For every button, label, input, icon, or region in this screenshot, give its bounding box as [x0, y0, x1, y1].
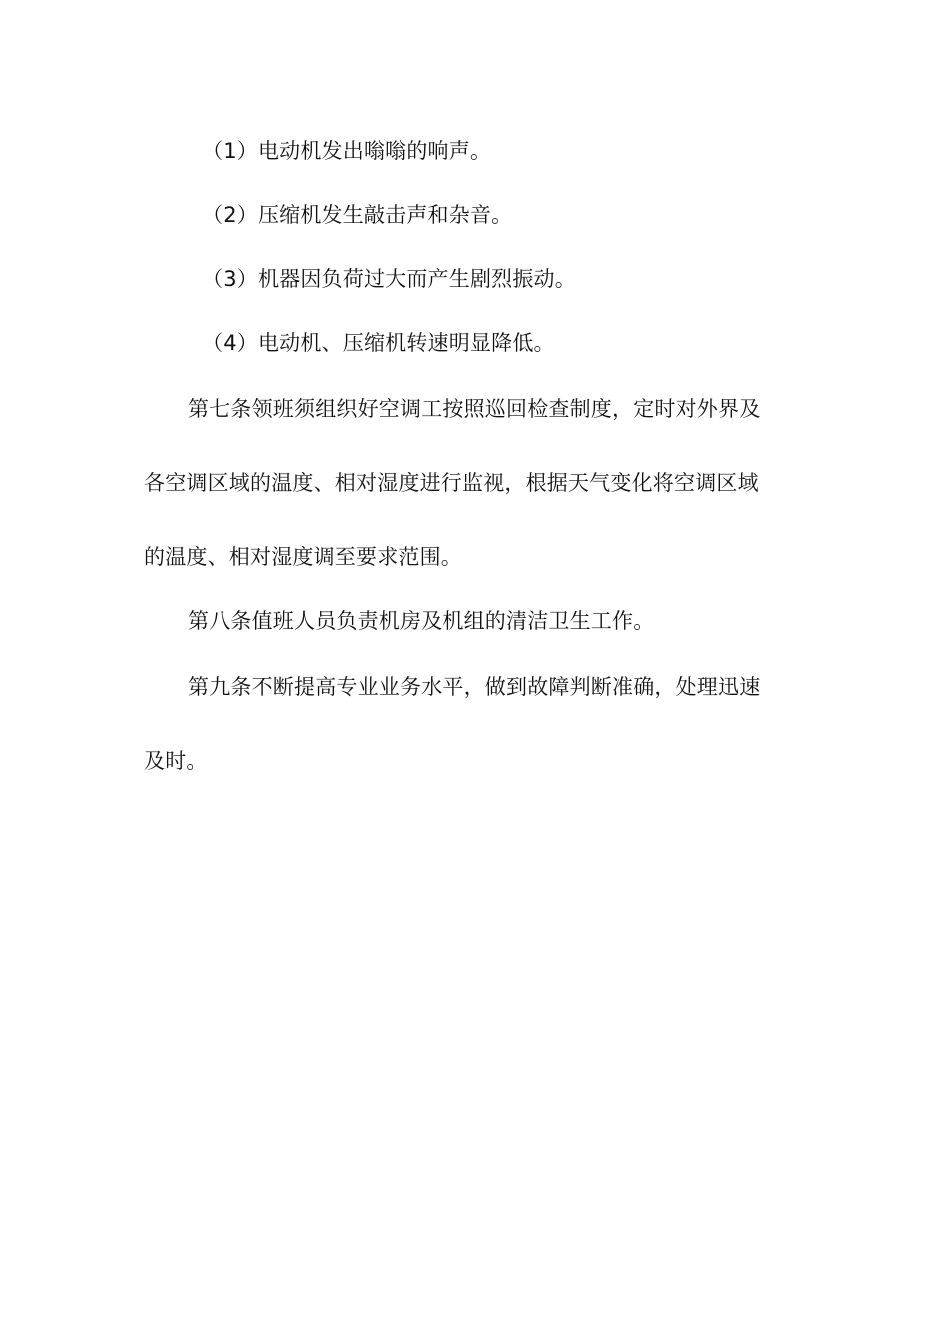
list-item-4: （4）电动机、压缩机转速明显降低。 [202, 331, 555, 355]
list-item-3: （3）机器因负荷过大而产生剧烈振动。 [202, 267, 576, 291]
article-7-line-3: 的温度、相对湿度调至要求范围。 [144, 545, 462, 569]
article-9-line-2: 及时。 [144, 749, 208, 773]
list-item-1: （1）电动机发出嗡嗡的响声。 [202, 139, 492, 163]
article-7-line-1: 第七条领班须组织好空调工按照巡回检查制度，定时对外界及 [188, 397, 761, 421]
article-9-line-1: 第九条不断提高专业业务水平，做到故障判断准确，处理迅速 [188, 675, 761, 699]
article-8-line-1: 第八条值班人员负责机房及机组的清洁卫生工作。 [188, 609, 655, 633]
list-item-2: （2）压缩机发生敲击声和杂音。 [202, 203, 513, 227]
article-7-line-2: 各空调区域的温度、相对湿度进行监视，根据天气变化将空调区域 [144, 471, 759, 495]
